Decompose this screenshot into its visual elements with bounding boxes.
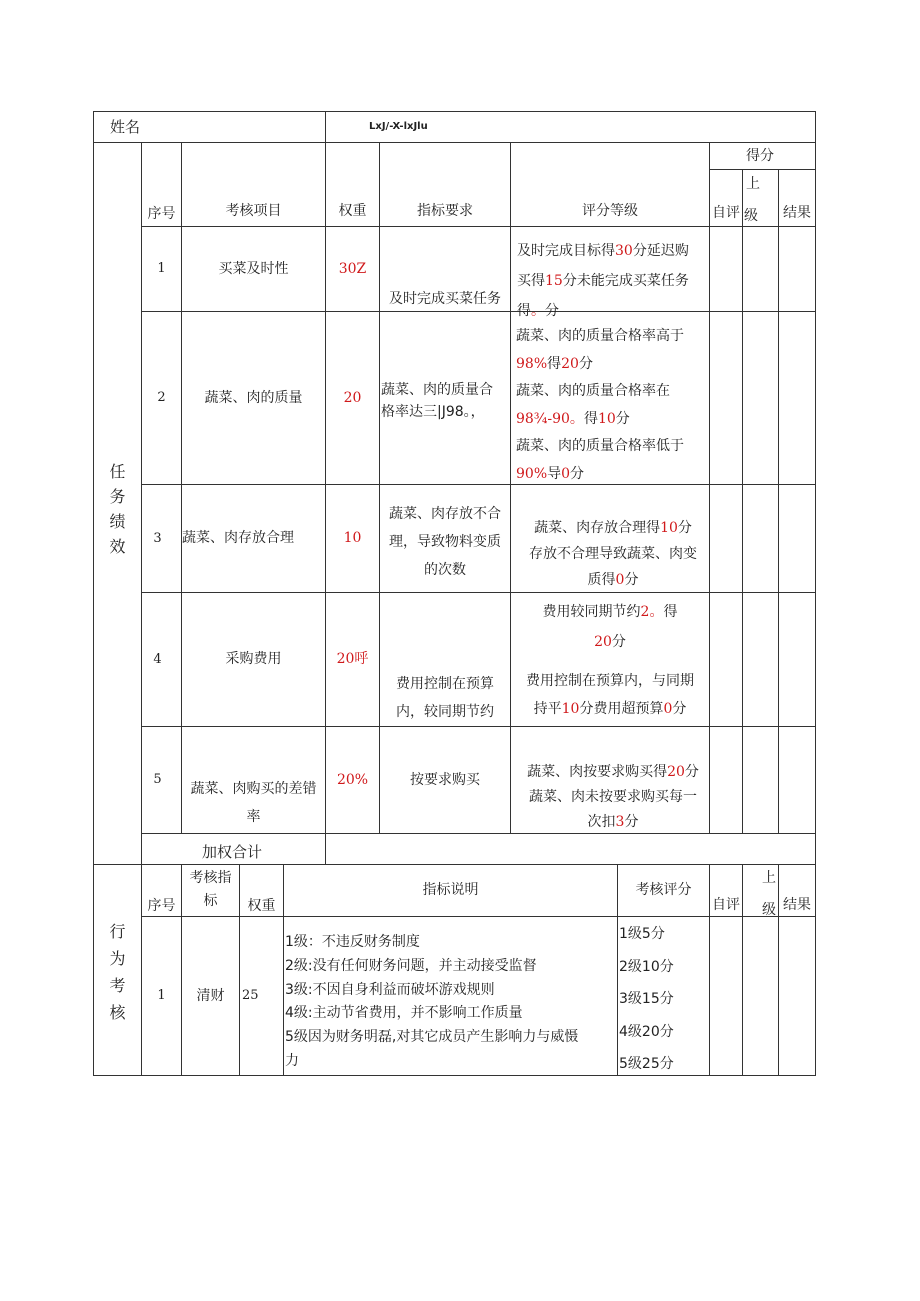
row-weight: 20 — [343, 389, 362, 406]
rule — [325, 111, 326, 142]
grade-value: 0 — [615, 572, 625, 588]
grade-text: 蔬菜、肉存放合理得 — [534, 520, 661, 536]
grade-line — [516, 378, 709, 406]
result-cell[interactable] — [779, 917, 815, 1075]
grade-text: 得 — [583, 410, 598, 427]
row-req: 费用控制在预算 内，较同期节约 — [396, 676, 494, 720]
result-cell[interactable] — [779, 227, 815, 311]
col-header-self: 自评 — [712, 205, 740, 222]
col-header-sup-char: 级 — [744, 208, 758, 224]
row-seq: 4 — [153, 651, 162, 667]
b-row-eval — [618, 917, 709, 1075]
b-row-weight: 25 — [242, 988, 259, 1004]
grade-value: 0 — [561, 465, 571, 482]
task-section-char: 任 — [109, 462, 126, 482]
task-section-label — [94, 440, 141, 580]
b-row-desc — [284, 917, 617, 1075]
grade-text: 得 — [547, 355, 562, 372]
grade-value: 20 — [594, 634, 612, 650]
b-row-index: 清财 — [196, 987, 225, 1004]
col-header-req: 指标要求 — [417, 203, 473, 220]
row-weight: 20呼 — [336, 651, 369, 668]
grade-text: 分 — [611, 634, 626, 650]
b-col-header-eval: 考核评分 — [635, 881, 692, 898]
b-col-header-seq: 序号 — [147, 898, 176, 915]
col-header-grade: 评分等级 — [582, 203, 638, 220]
desc-line: 5级因为财务明磊,对其它成员产生影响力与威慑 — [285, 1029, 579, 1046]
desc-line: 3级:不因自身利益而破坏游戏规则 — [285, 981, 495, 998]
grade-text: 费用控制在预算内，与同期 — [526, 673, 694, 689]
grade-value: 98% — [516, 355, 548, 372]
self-score-cell[interactable] — [710, 227, 742, 311]
grade-line — [517, 810, 709, 835]
task-section-char: 绩 — [109, 512, 126, 531]
grade-value: 10 — [597, 410, 616, 427]
row-weight: 20% — [336, 771, 369, 788]
b-col-header-weight: 权重 — [247, 898, 276, 915]
grade-value: 10 — [561, 701, 580, 717]
grade-line — [516, 351, 709, 379]
col-header-score: 得分 — [746, 147, 774, 164]
behavior-section-char: 考 — [109, 976, 126, 995]
grade-line — [517, 266, 707, 296]
row-seq: 1 — [157, 261, 166, 277]
grade-line — [511, 627, 709, 657]
col-header-weight: 权重 — [338, 203, 367, 220]
grade-text: 费用较同期节约 — [542, 604, 641, 620]
grade-value: 10 — [660, 520, 678, 536]
grade-text: 买得 — [517, 273, 545, 289]
row-seq: 3 — [153, 530, 162, 546]
grade-value: 20 — [667, 764, 685, 780]
grade-text: 分费用超预算 — [579, 701, 664, 717]
task-section-char: 效 — [109, 536, 126, 556]
sup-score-cell[interactable] — [743, 593, 778, 726]
b-row-seq: 1 — [157, 988, 166, 1004]
grade-value: 2 — [640, 604, 650, 620]
grade-value: 20 — [561, 355, 579, 372]
grade-text: 分 — [677, 520, 692, 536]
row-grade — [511, 485, 709, 592]
grade-text: 次扣 — [587, 814, 616, 830]
name-value[interactable]: LxJ/-X-lxJlu — [369, 121, 428, 132]
behavior-section-char: 核 — [109, 1003, 126, 1023]
grade-text: 分 — [684, 764, 699, 780]
grade-value: 90% — [516, 465, 548, 482]
grade-line — [517, 541, 709, 567]
self-score-cell[interactable] — [710, 593, 742, 726]
row-item: 蔬菜、肉购买的差错 率 — [190, 781, 317, 825]
row-grade — [511, 727, 709, 833]
grade-line — [516, 433, 709, 461]
grade-line — [516, 461, 709, 489]
grade-text: 蔬菜、肉未按要求购买每一 — [529, 789, 697, 805]
col-header-result: 结果 — [783, 205, 811, 222]
name-label: 姓名 — [110, 118, 141, 136]
sup-score-cell[interactable] — [743, 312, 778, 484]
rule — [815, 111, 816, 1076]
grade-text: 及时完成目标得 — [517, 243, 615, 259]
col-header-item: 考核项目 — [225, 203, 282, 220]
b-col-header-desc: 指标说明 — [422, 881, 479, 898]
grade-text: 分 — [570, 465, 585, 482]
b-col-header-sup-char: 级 — [762, 902, 776, 918]
weighted-total-label: 加权合计 — [201, 843, 262, 861]
behavior-section-label — [94, 912, 141, 1032]
behavior-section-char: 为 — [109, 948, 126, 968]
grade-text: 分 — [545, 303, 559, 319]
eval-line: 3级15分 — [619, 991, 674, 1007]
row-grade — [511, 593, 709, 726]
row-weight: 30Z — [338, 260, 367, 277]
grade-text: 分延迟购 — [632, 243, 689, 259]
grade-text: 分 — [624, 814, 639, 830]
b-col-header-self: 自评 — [712, 897, 740, 914]
row-grade — [511, 227, 709, 319]
grade-line — [517, 567, 709, 593]
row-item: 蔬菜、肉存放合理 — [182, 530, 294, 547]
sup-score-cell[interactable] — [743, 485, 778, 592]
sup-score-cell[interactable] — [743, 727, 778, 833]
grade-value: 。 — [531, 303, 545, 319]
row-req: 按要求购买 — [410, 771, 480, 788]
grade-value: 98¾-90。 — [516, 410, 584, 427]
grade-value: 3 — [615, 814, 625, 830]
eval-line: 1级5分 — [619, 926, 665, 942]
grade-text: 得 — [663, 604, 678, 620]
self-score-cell[interactable] — [710, 727, 742, 833]
grade-value: 30 — [615, 243, 633, 259]
grade-line — [511, 597, 709, 627]
grade-text: 持平 — [533, 701, 562, 717]
grade-text: 分 — [672, 701, 687, 717]
grade-text: 得 — [517, 303, 531, 319]
row-item: 买菜及时性 — [218, 260, 289, 277]
eval-line: 4级20分 — [619, 1023, 674, 1040]
behavior-section-char: 行 — [109, 921, 126, 941]
row-weight: 10 — [343, 530, 362, 547]
desc-line: 2级:没有任何财务问题，并主动接受监督 — [285, 957, 537, 974]
weighted-total-value[interactable] — [326, 834, 815, 864]
grade-text: 质得 — [587, 572, 616, 588]
b-col-header-sup — [743, 865, 778, 916]
grade-text: 蔬菜、肉的质量合格率低于 — [516, 438, 684, 454]
grade-line — [511, 695, 709, 723]
desc-line: 力 — [285, 1052, 299, 1069]
grade-text: 蔬菜、肉的质量合格率在 — [516, 383, 670, 399]
grade-line — [516, 406, 709, 434]
grade-text: 存放不合理导致蔬菜、肉变 — [529, 546, 697, 562]
sup-score-cell[interactable] — [743, 917, 778, 1075]
row-seq: 5 — [153, 772, 162, 788]
grade-line — [511, 667, 709, 695]
row-item: 蔬菜、肉的质量 — [204, 389, 303, 406]
self-score-cell[interactable] — [710, 312, 742, 484]
grade-text: 分未能完成买菜任务 — [562, 273, 689, 289]
eval-line: 5级25分 — [619, 1056, 674, 1072]
row-grade — [511, 312, 709, 484]
result-cell[interactable] — [779, 593, 815, 726]
row-req: 蔬菜、肉存放不合 理，导致物料变质 的次数 — [389, 505, 501, 578]
b-col-header-sup-char: 上 — [762, 870, 776, 886]
grade-text: 蔬菜、肉按要求购买得 — [527, 764, 668, 780]
grade-text: 导 — [547, 465, 562, 482]
grade-text: 蔬菜、肉的质量合格率高于 — [516, 328, 684, 344]
row-item: 采购费用 — [225, 651, 282, 668]
self-score-cell[interactable] — [710, 917, 742, 1075]
row-req: 及时完成买菜任务 — [389, 291, 501, 308]
result-cell[interactable] — [779, 312, 815, 484]
grade-line — [516, 323, 709, 351]
result-cell[interactable] — [779, 485, 815, 592]
grade-value: 15 — [545, 273, 563, 289]
grade-value: 0 — [663, 701, 673, 717]
task-section-char: 务 — [109, 487, 126, 507]
sup-score-cell[interactable] — [743, 227, 778, 311]
b-col-header-result: 结果 — [783, 897, 811, 914]
grade-text: 分 — [624, 572, 639, 588]
col-header-seq: 序号 — [147, 206, 176, 223]
row-req: 蔬菜、肉的质量合 格率达三|J98。， — [381, 382, 493, 420]
desc-line: 4级:主动节省费用，并不影响工作质量 — [285, 1005, 523, 1022]
grade-line — [517, 236, 707, 266]
desc-line: 1级：不违反财务制度 — [285, 934, 420, 950]
result-cell[interactable] — [779, 727, 815, 833]
grade-line — [517, 515, 709, 541]
col-header-sup-char: 上 — [746, 176, 760, 192]
col-header-sup — [743, 170, 778, 226]
row-seq: 2 — [157, 390, 166, 406]
grade-line — [517, 760, 709, 785]
b-col-header-index: 考核指 标 — [189, 870, 232, 909]
grade-line — [517, 785, 709, 810]
grade-text: 分 — [578, 355, 593, 372]
eval-line: 2级10分 — [619, 958, 674, 975]
grade-value: 。 — [649, 604, 664, 620]
grade-text: 分 — [615, 410, 630, 427]
self-score-cell[interactable] — [710, 485, 742, 592]
